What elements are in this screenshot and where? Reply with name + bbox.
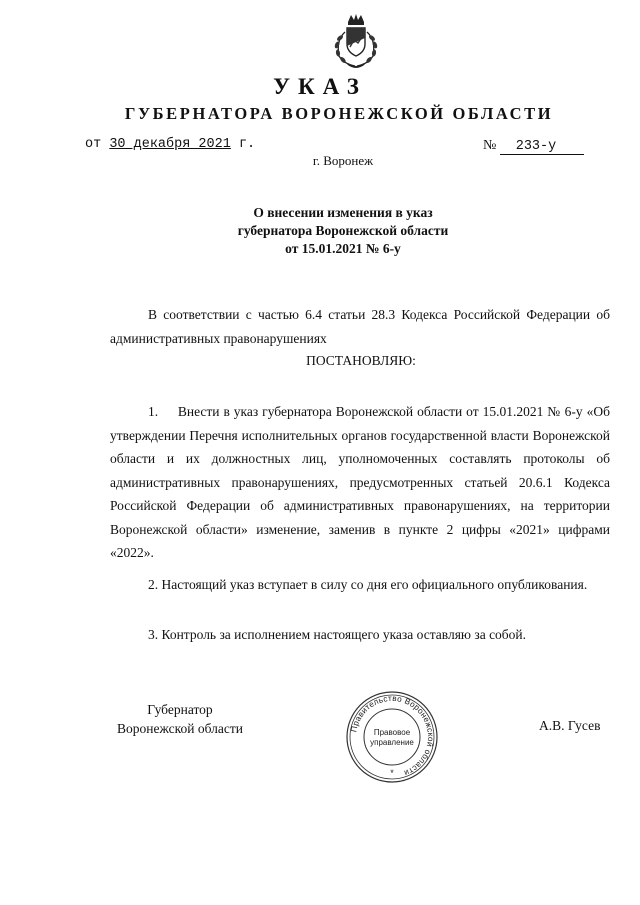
svg-text:управление: управление bbox=[370, 738, 414, 747]
svg-text:Правительство Воронежской обла: Правительство Воронежской области bbox=[349, 693, 436, 778]
svg-text:*: * bbox=[390, 768, 394, 778]
signatory-position bbox=[110, 700, 250, 738]
date-value: 30 декабря 2021 bbox=[109, 137, 231, 152]
item-2-paragraph: 2. Настоящий указ вступает в силу со дня его официального опубликования. bbox=[148, 577, 588, 592]
coat-of-arms-icon bbox=[328, 12, 384, 72]
number-value: 233-у bbox=[500, 139, 584, 155]
position-line-2: Воронежской области bbox=[117, 721, 243, 736]
date-suffix: г. bbox=[238, 137, 256, 152]
svg-text:Правовое: Правовое bbox=[373, 728, 411, 737]
heading-line-1: О внесении изменения в указ bbox=[253, 205, 433, 220]
intro-paragraph: В соответствии с частью 6.4 статьи 28.3 Кодекса Российской Федерации об административных правонарушениях bbox=[110, 307, 610, 346]
official-stamp bbox=[345, 690, 439, 784]
document-subtitle: ГУБЕРНАТОРА ВОРОНЕЖСКОЙ ОБЛАСТИ bbox=[124, 104, 554, 123]
heading-line-2: губернатора Воронежской области bbox=[237, 223, 449, 238]
signatory-name: А.В. Гусев bbox=[539, 718, 601, 733]
item-1-paragraph: 1. Внести в указ губернатора Воронежской области от 15.01.2021 № 6-у «Об утверждении Перечня исполнительных органов государственной власти Воронежской области и их должностных лиц, уполномоченных составлять протоколы об административных правонарушениях, предусмотренных статьей 20.6.1 Кодекса Российской Федерации об административных правонарушениях, на территории Воронежской области» изменение, заменив в пункте 2 цифры «2021» цифрами «2022». bbox=[110, 404, 614, 560]
number-label: № bbox=[483, 138, 497, 153]
document-city: г. Воронеж bbox=[312, 153, 374, 168]
document-title: УКАЗ bbox=[273, 74, 367, 99]
position-line-1: Губернатор bbox=[147, 702, 213, 717]
document-date bbox=[85, 137, 255, 152]
date-prefix: от bbox=[85, 137, 102, 152]
item-3-paragraph: 3. Контроль за исполнением настоящего указа оставляю за собой. bbox=[148, 627, 527, 642]
heading-line-3: от 15.01.2021 № 6-у bbox=[285, 241, 401, 256]
decree-word: ПОСТАНОВЛЯЮ: bbox=[306, 353, 416, 368]
